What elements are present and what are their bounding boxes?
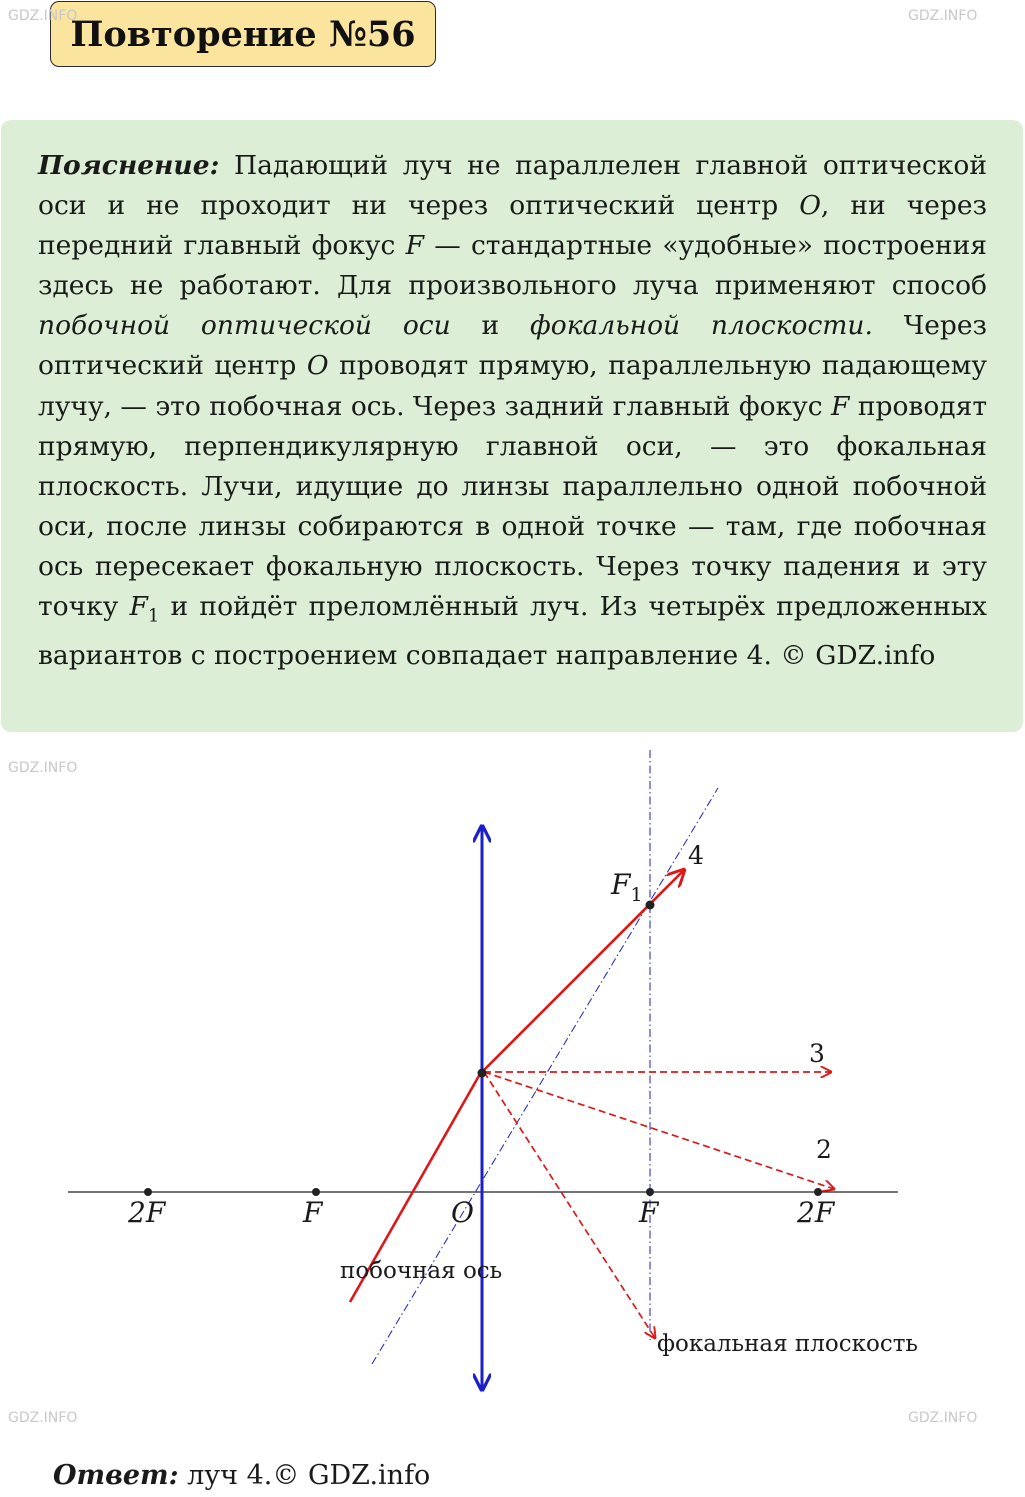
term-focal-plane: фокальной плоскости. <box>530 310 873 342</box>
watermark: GDZ.INFO <box>908 1410 978 1426</box>
answer-text: луч 4.© GDZ.info <box>187 1460 431 1491</box>
label-side-axis: побочная ось <box>340 1258 503 1284</box>
label-focal-plane: фокальная плоскость <box>657 1331 918 1357</box>
symbol-F: F <box>831 390 850 422</box>
label-ray-2: 2 <box>816 1135 832 1164</box>
explanation-lead: Пояснение: <box>38 150 220 181</box>
watermark: GDZ.INFO <box>908 8 978 24</box>
explanation-block <box>1 120 1023 732</box>
label-2F-right: 2F <box>797 1196 835 1229</box>
explanation-text: — стандартные «удобные» построения здесь не работают. Для произвольного луча применяют способ <box>38 230 987 302</box>
ray-1 <box>484 1072 655 1338</box>
point-F1 <box>646 901 655 910</box>
point-2F-left <box>144 1188 152 1196</box>
watermark: GDZ.INFO <box>8 760 78 776</box>
term-side-axis: побочной оптической оси <box>38 310 451 342</box>
answer-lead: Ответ: <box>53 1460 179 1491</box>
label-ray-3: 3 <box>809 1039 825 1068</box>
symbol-F1: $F_1$ <box>129 591 160 627</box>
ray-2 <box>484 1072 834 1189</box>
point-F-right <box>646 1188 654 1196</box>
watermark: GDZ.INFO <box>8 1410 78 1426</box>
label-O: O <box>451 1196 474 1229</box>
explanation-text: Падающий луч не параллелен главной оптической оси и не проходит ни через оптический центр <box>38 150 987 222</box>
explanation-text: проводят прямую, параллельную падающему лучу, — это побочная ось. Через задний главный фокус <box>38 350 987 422</box>
explanation-text: и <box>481 310 500 342</box>
point-incidence <box>478 1069 487 1078</box>
label-ray-4: 4 <box>688 841 704 870</box>
page-title: Повторение №56 <box>50 1 436 67</box>
answer <box>53 1458 430 1494</box>
explanation-text: и пойдёт преломлённый луч. Из четырёх предложенных вариантов с построением совпадает направление 4. © GDZ.info <box>38 591 987 672</box>
ray-4 <box>482 870 684 1072</box>
symbol-O: O <box>799 190 821 222</box>
label-F-right: F <box>639 1196 659 1229</box>
label-F-left: F <box>303 1196 323 1229</box>
watermark: GDZ.INFO <box>8 8 78 24</box>
symbol-F: F <box>405 230 424 262</box>
symbol-O: O <box>306 350 329 382</box>
explanation-text: проводят прямую, перпендикулярную главной оси, — это фокальная плоскость. Лучи, идущие до линзы параллельно одной побочной оси, после линзы собираются в одной точке — там, где побочная ось пересекает фокальную плоскость. Через точку падения и эту точку <box>38 390 987 623</box>
explanation-text: , ни через передний главный фокус <box>38 190 987 262</box>
point-2F-right <box>814 1188 822 1196</box>
label-F1: $F_1$ <box>611 868 643 906</box>
explanation-text: Через оптический центр <box>38 310 987 382</box>
lens-diagram <box>0 740 1025 1455</box>
label-2F-left: 2F <box>128 1196 166 1229</box>
point-F-left <box>312 1188 320 1196</box>
